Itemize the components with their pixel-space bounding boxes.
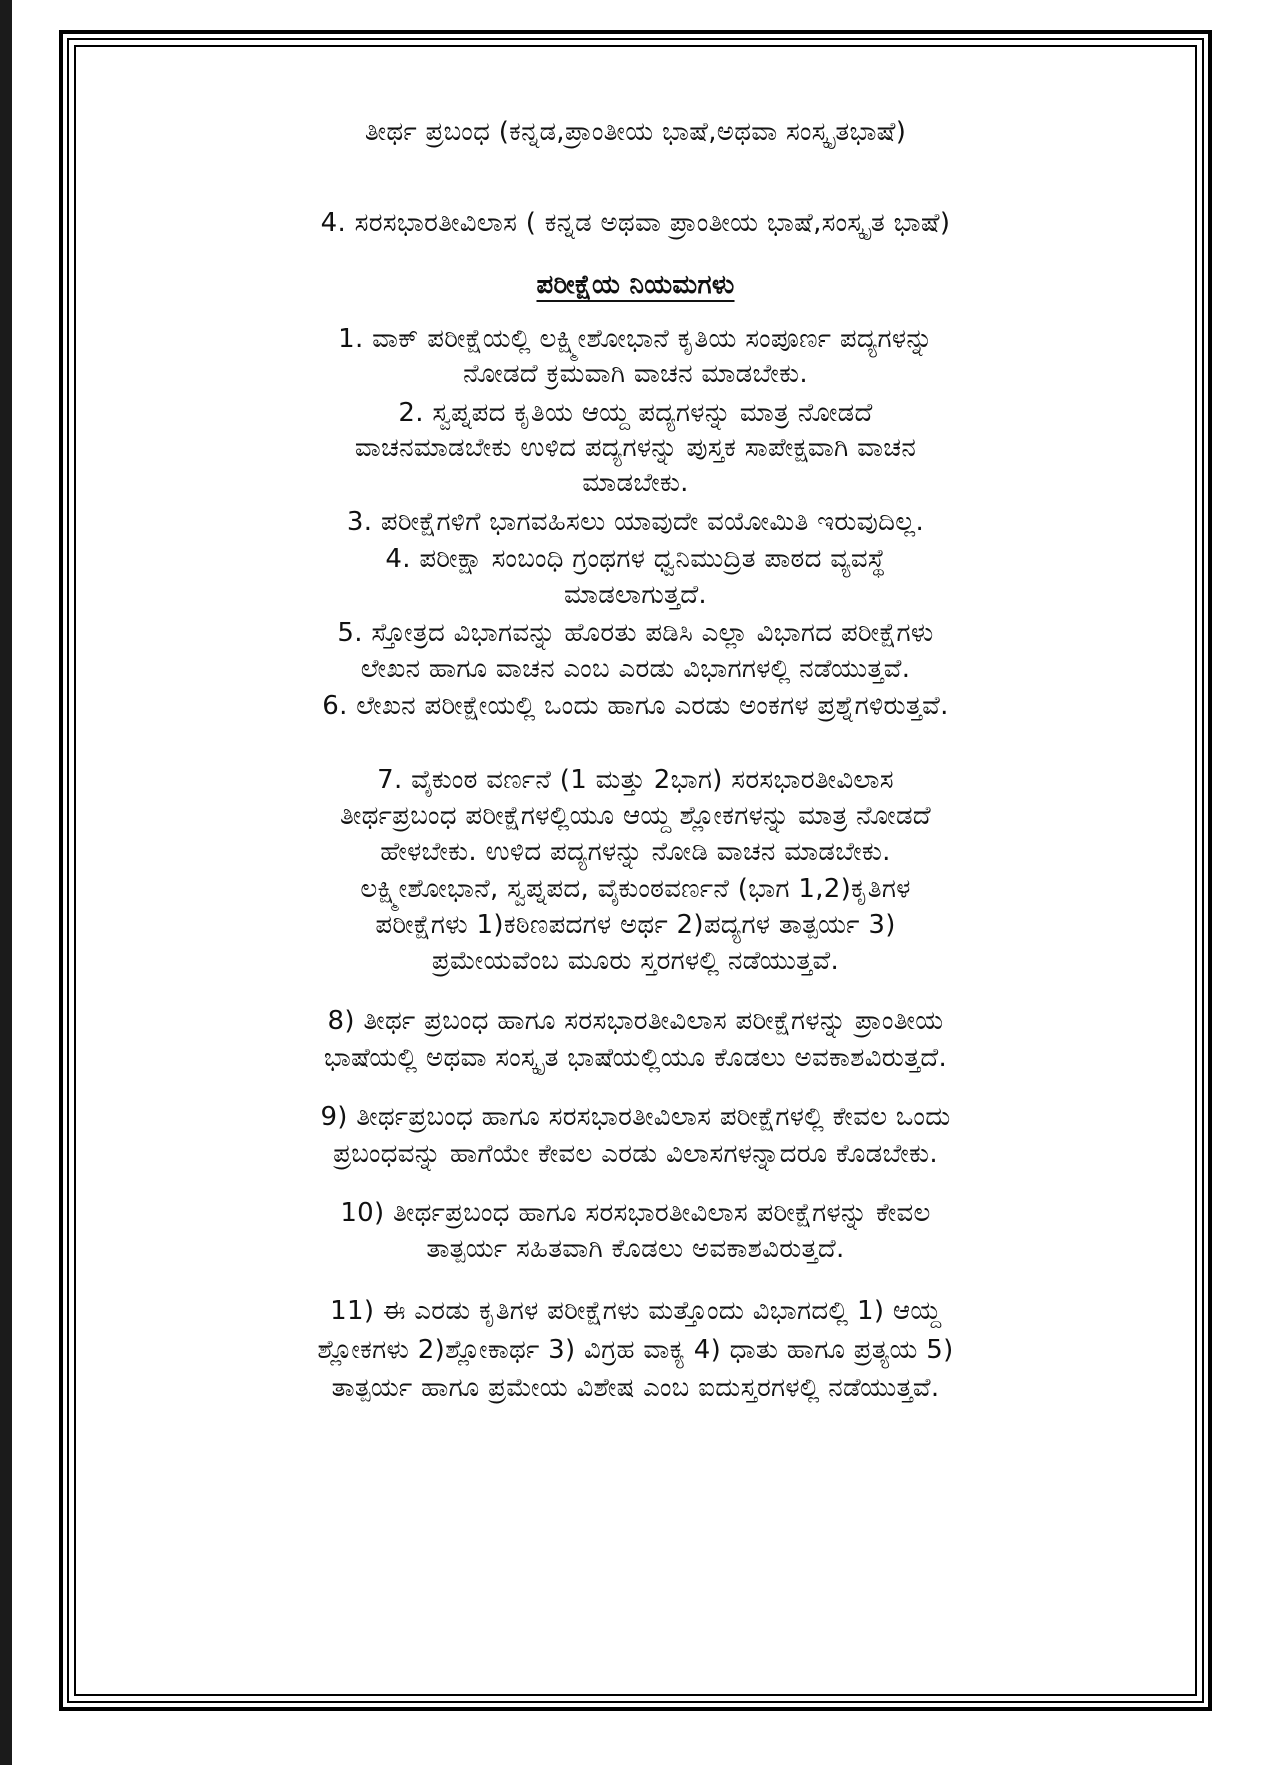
rule-7-line-2: ತೀರ್ಥಪ್ರಬಂಧ ಪರೀಕ್ಷೆಗಳಲ್ಲಿಯೂ ಆಯ್ದ ಶ್ಲೋಕಗಳನ್ನು ಮಾತ್ರ ನೋಡದೆ <box>340 801 931 831</box>
rule-1-line-1: 1. ವಾಕ್ ಪರೀಕ್ಷೆಯಲ್ಲಿ ಲಕ್ಷ್ಮೀಶೋಭಾನೆ ಕೃತಿಯ ಸಂಪೂರ್ಣ ಪದ್ಯಗಳನ್ನು <box>338 324 933 354</box>
rule-9-line-1: 9) ತೀರ್ಥಪ್ರಬಂಧ ಹಾಗೂ ಸರಸಭಾರತೀವಿಲಾಸ ಪರೀಕ್ಷೆಗಳಲ್ಲಿ ಕೇವಲ ಒಂದು <box>320 1102 951 1132</box>
rule-8-line-2: ಭಾಷೆಯಲ್ಲಿ ಅಥವಾ ಸಂಸ್ಕೃತ ಭಾಷೆಯಲ್ಲಿಯೂ ಕೊಡಲು ಅವಕಾಶವಿರುತ್ತದೆ. <box>323 1043 948 1073</box>
rule-5-line-2: ಲೇಖನ ಹಾಗೂ ವಾಚನ ಎಂಬ ಎರಡು ವಿಭಾಗಗಳಲ್ಲಿ ನಡೆಯುತ್ತವೆ. <box>360 654 911 684</box>
rule-5-line-1: 5. ಸ್ತೋತ್ರದ ವಿಭಾಗವನ್ನು ಹೊರತು ಪಡಿಸಿ ಎಲ್ಲಾ ವಿಭಾಗದ ಪರೀಕ್ಷೆಗಳು <box>337 618 934 648</box>
rule-2-line-2: ವಾಚನಮಾಡಬೇಕು ಉಳಿದ ಪದ್ಯಗಳನ್ನು ಪುಸ್ತಕ ಸಾಪೇಕ್ಷವಾಗಿ ವಾಚನ <box>354 433 917 463</box>
rule-1-line-2: ನೋಡದೆ ಕ್ರಮವಾಗಿ ವಾಚನ ಮಾಡಬೇಕು. <box>463 359 808 389</box>
rule-9-line-2: ಪ್ರಬಂಧವನ್ನು ಹಾಗೆಯೇ ಕೇವಲ ಎರಡು ವಿಲಾಸಗಳನ್ನಾದರೂ ಕೊಡಬೇಕು. <box>333 1139 938 1169</box>
rule-8-line-1: 8) ತೀರ್ಥ ಪ್ರಬಂಧ ಹಾಗೂ ಸರಸಭಾರತೀವಿಲಾಸ ಪರೀಕ್ಷೆಗಳನ್ನು ಪ್ರಾಂತೀಯ <box>327 1006 944 1036</box>
rule-7-line-4: ಲಕ್ಷ್ಮೀಶೋಭಾನೆ, ಸ್ವಪ್ನಪದ, ವೈಕುಂಠವರ್ಣನೆ (ಭಾಗ 1,2)ಕೃತಿಗಳ <box>360 874 911 904</box>
rule-11-line-1: 11) ಈ ಎರಡು ಕೃತಿಗಳ ಪರೀಕ್ಷೆಗಳು ಮತ್ತೊಂದು ವಿಭಾಗದಲ್ಲಿ 1) ಆಯ್ದ <box>330 1296 941 1326</box>
rule-2-line-3: ಮಾಡಬೇಕು. <box>582 468 689 498</box>
rules-heading: ಪರೀಕ್ಷೆಯ ನಿಯಮಗಳು <box>536 270 735 300</box>
rule-10-line-2: ತಾತ್ಪರ್ಯ ಸಹಿತವಾಗಿ ಕೊಡಲು ಅವಕಾಶವಿರುತ್ತದೆ. <box>426 1234 845 1264</box>
rule-7-line-6: ಪ್ರಮೇಯವೆಂಬ ಮೂರು ಸ್ತರಗಳಲ್ಲಿ ನಡೆಯುತ್ತವೆ. <box>431 946 840 976</box>
rule-7-line-3: ಹೇಳಬೇಕು. ಉಳಿದ ಪದ್ಯಗಳನ್ನು ನೋಡಿ ವಾಚನ ಮಾಡಬೇಕು. <box>380 837 891 867</box>
rule-10-line-1: 10) ತೀರ್ಥಪ್ರಬಂಧ ಹಾಗೂ ಸರಸಭಾರತೀವಿಲಾಸ ಪರೀಕ್ಷೆಗಳನ್ನು ಕೇವಲ <box>340 1198 931 1228</box>
rule-7-line-1: 7. ವೈಕುಂಠ ವರ್ಣನೆ (1 ಮತ್ತು 2ಭಾಗ) ಸರಸಭಾರತೀವಿಲಾಸ <box>377 765 894 795</box>
rule-3: 3. ಪರೀಕ್ಷೆಗಳಿಗೆ ಭಾಗವಹಿಸಲು ಯಾವುದೇ ವಯೋಮಿತಿ ಇರುವುದಿಲ್ಲ. <box>346 507 925 537</box>
rule-11-line-3: ತಾತ್ಪರ್ಯ ಹಾಗೂ ಪ್ರಮೇಯ ವಿಶೇಷ ಎಂಬ ಐದುಸ್ತರಗಳಲ್ಲಿ ನಡೆಯುತ್ತವೆ. <box>331 1373 940 1403</box>
section-title-sarasabharati-vilasa: 4. ಸರಸಭಾರತೀವಿಲಾಸ ( ಕನ್ನಡ ಅಥವಾ ಪ್ರಾಂತೀಯ ಭಾಷೆ,ಸಂಸ್ಕೃತ ಭಾಷೆ) <box>320 208 951 238</box>
rule-2-line-1: 2. ಸ್ವಪ್ನಪದ ಕೃತಿಯ ಆಯ್ದ ಪದ್ಯಗಳನ್ನು ಮಾತ್ರ ನೋಡದೆ <box>398 398 873 428</box>
rule-6: 6. ಲೇಖನ ಪರೀಕ್ಷೇಯಲ್ಲಿ ಒಂದು ಹಾಗೂ ಎರಡು ಅಂಕಗಳ ಪ್ರಶ್ನೆಗಳಿರುತ್ತವೆ. <box>322 691 949 721</box>
rule-11-line-2: ಶ್ಲೋಕಗಳು 2)ಶ್ಲೋಕಾರ್ಥ 3) ವಿಗ್ರಹ ವಾಕ್ಯ 4) ಧಾತು ಹಾಗೂ ಪ್ರತ್ಯಯ 5) <box>317 1335 954 1365</box>
rule-4-line-2: ಮಾಡಲಾಗುತ್ತದೆ. <box>563 580 708 610</box>
rule-7-line-5: ಪರೀಕ್ಷೆಗಳು 1)ಕಠಿಣಪದಗಳ ಅರ್ಥ 2)ಪದ್ಯಗಳ ತಾತ್ಪರ್ಯ 3) <box>375 910 896 940</box>
section-title-tirtha-prabandha: ತೀರ್ಥ ಪ್ರಬಂಧ (ಕನ್ನಡ,ಪ್ರಾಂತೀಯ ಭಾಷೆ,ಅಥವಾ ಸಂಸ್ಕೃತಭಾಷೆ) <box>364 117 907 147</box>
page-left-edge <box>0 0 12 1765</box>
rule-4-line-1: 4. ಪರೀಕ್ಷಾ ಸಂಬಂಧಿ ಗ್ರಂಥಗಳ ಧ್ವನಿಮುದ್ರಿತ ಪಾಠದ ವ್ಯವಸ್ಥೆ <box>385 544 886 574</box>
